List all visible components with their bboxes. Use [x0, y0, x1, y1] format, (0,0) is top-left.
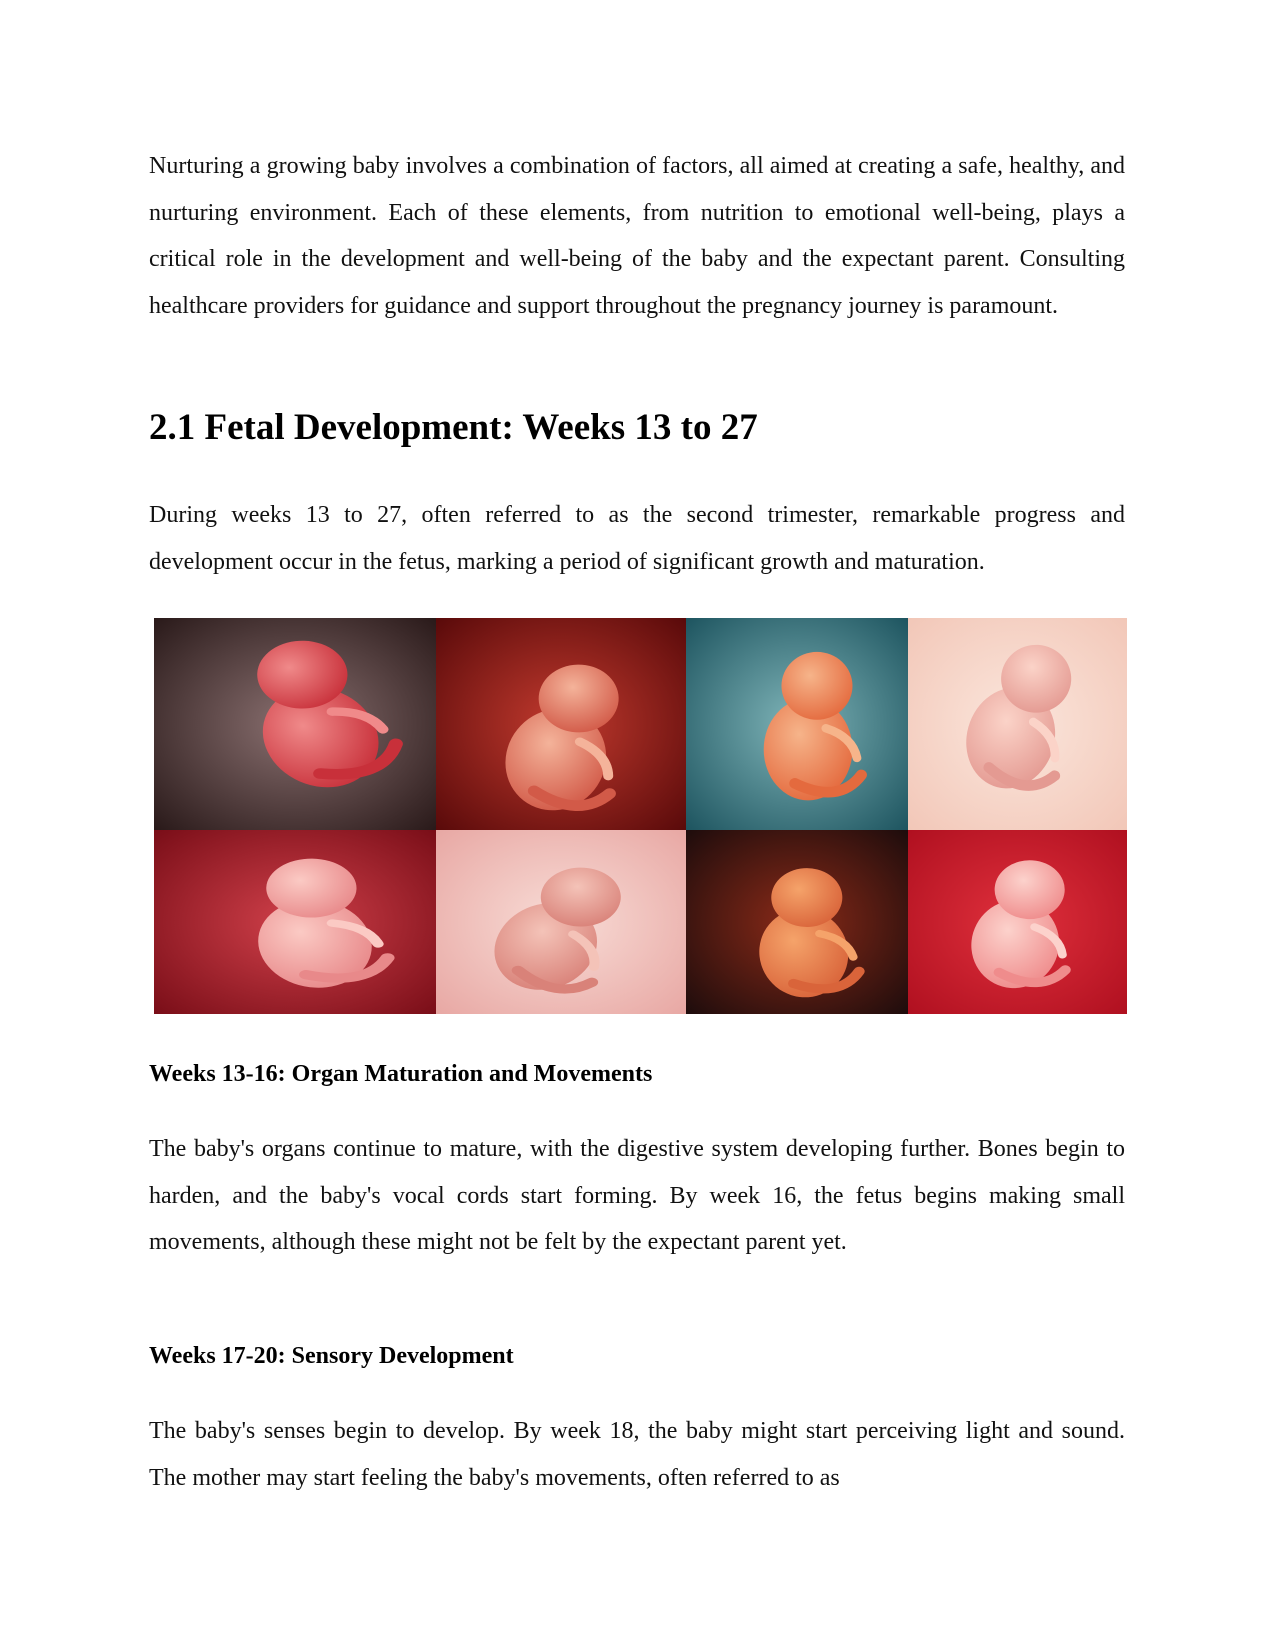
fetus-image-panel-7 — [686, 830, 908, 1014]
fetal-development-image-collage — [154, 618, 1127, 1014]
subsection-body-weeks-13-16: The baby's organs continue to mature, with the digestive system developing further. Bones begin to harden, and the baby's vocal cords start forming. By week 16, the fetus begins making small movements, although these might not be felt by the expectant parent yet. — [149, 1136, 1125, 1255]
subsection-body-block-2 — [149, 1408, 1125, 1501]
intro-paragraph: Nurturing a growing baby involves a combination of factors, all aimed at creating a safe, healthy, and nurturing environment. Each of these elements, from nutrition to emotional well-being, plays a critical role in the development and well-being of the baby and the expectant parent. Consulting healthcare providers for guidance and support throughout the pregnancy journey is paramount. — [149, 153, 1125, 319]
fetus-image-panel-8 — [908, 830, 1127, 1014]
intro-text-block — [149, 143, 1125, 329]
fetus-image-panel-5 — [154, 830, 436, 1014]
section-heading: 2.1 Fetal Development: Weeks 13 to 27 — [149, 407, 758, 448]
section-intro-block — [149, 492, 1125, 585]
subsection-heading-weeks-13-16: Weeks 13-16: Organ Maturation and Movements — [149, 1061, 653, 1087]
fetus-image-panel-6 — [436, 830, 686, 1014]
fetus-image-panel-1 — [154, 618, 436, 830]
fetus-image-panel-3 — [686, 618, 908, 830]
section-intro-paragraph: During weeks 13 to 27, often referred to as the second trimester, remarkable progress and development occur in the fetus, marking a period of significant growth and maturation. — [149, 502, 1125, 575]
subsection-heading-weeks-17-20: Weeks 17-20: Sensory Development — [149, 1343, 514, 1369]
fetus-image-panel-4 — [908, 618, 1127, 830]
subsection-body-block-1 — [149, 1126, 1125, 1266]
subsection-body-weeks-17-20: The baby's senses begin to develop. By week 18, the baby might start perceiving light and sound. The mother may start feeling the baby's movements, often referred to as — [149, 1418, 1125, 1491]
fetus-image-panel-2 — [436, 618, 686, 830]
